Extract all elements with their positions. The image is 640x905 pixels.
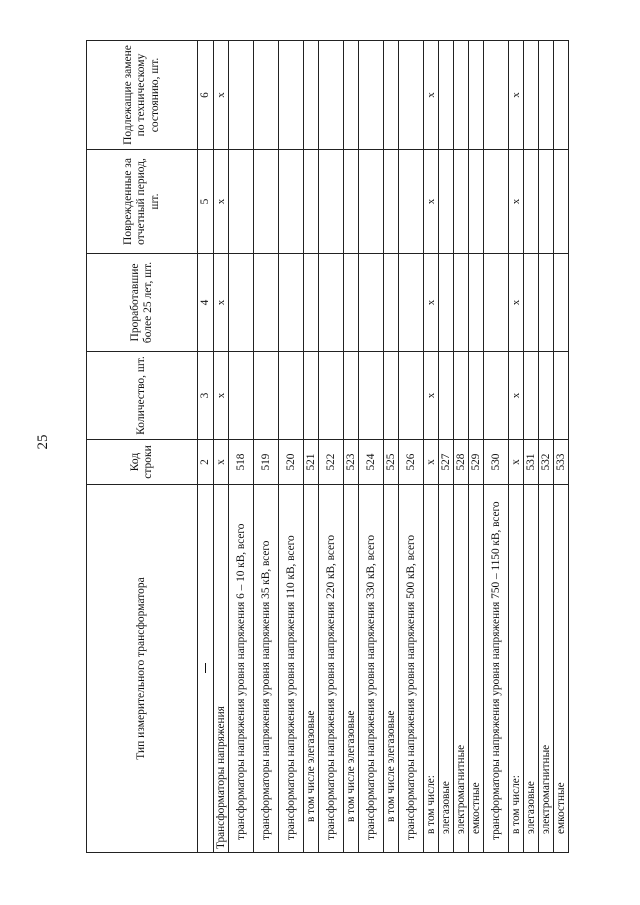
row-label: Трансформаторы напряжения <box>214 485 229 853</box>
row-to-replace <box>399 41 424 150</box>
row-label: емкостные <box>554 485 569 853</box>
column-number-5: 5 <box>198 150 214 254</box>
table-row <box>454 41 469 853</box>
table-row <box>384 41 399 853</box>
row-code: 527 <box>439 440 454 485</box>
page-number-container <box>28 432 58 452</box>
row-to-replace: х <box>509 41 524 150</box>
row-code: 528 <box>454 440 469 485</box>
row-code: 518 <box>229 440 254 485</box>
row-to-replace <box>344 41 359 150</box>
row-label: в том числе элегазовые <box>344 485 359 853</box>
row-code: 530 <box>484 440 509 485</box>
table-row <box>509 41 524 853</box>
row-to-replace <box>229 41 254 150</box>
header-to-replace: Подлежащие замене по техническому состоянию, шт. <box>87 41 198 150</box>
row-damaged: х <box>509 150 524 254</box>
row-over-25-years: х <box>424 254 439 352</box>
row-quantity <box>279 352 304 440</box>
row-over-25-years <box>319 254 344 352</box>
row-quantity <box>304 352 319 440</box>
row-over-25-years <box>384 254 399 352</box>
row-label: в том числе: <box>509 485 524 853</box>
row-to-replace <box>319 41 344 150</box>
row-damaged <box>344 150 359 254</box>
row-quantity <box>344 352 359 440</box>
row-over-25-years <box>344 254 359 352</box>
table-row <box>469 41 484 853</box>
table-row <box>524 41 539 853</box>
row-damaged <box>384 150 399 254</box>
row-quantity <box>484 352 509 440</box>
row-label: трансформаторы напряжения уровня напряжения 35 кВ, всего <box>254 485 279 853</box>
header-row <box>87 41 198 853</box>
page-number: 25 <box>35 434 51 450</box>
row-label: в том числе элегазовые <box>304 485 319 853</box>
row-over-25-years <box>524 254 539 352</box>
column-number-1 <box>198 485 214 853</box>
row-code: 520 <box>279 440 304 485</box>
row-code: х <box>214 440 229 485</box>
column-number-2: 2 <box>198 440 214 485</box>
row-damaged: х <box>214 150 229 254</box>
row-quantity: х <box>509 352 524 440</box>
row-label: элегазовые <box>439 485 454 853</box>
row-label: трансформаторы напряжения уровня напряжения 220 кВ, всего <box>319 485 344 853</box>
row-quantity <box>254 352 279 440</box>
row-damaged: х <box>424 150 439 254</box>
row-to-replace: х <box>424 41 439 150</box>
row-label: трансформаторы напряжения уровня напряжения 110 кВ, всего <box>279 485 304 853</box>
row-code: 529 <box>469 440 484 485</box>
row-damaged <box>399 150 424 254</box>
row-label: электромагнитные <box>539 485 554 853</box>
row-over-25-years <box>439 254 454 352</box>
column-number-6: 6 <box>198 41 214 150</box>
row-code: 531 <box>524 440 539 485</box>
row-over-25-years <box>279 254 304 352</box>
column-number-4: 4 <box>198 254 214 352</box>
row-to-replace <box>484 41 509 150</box>
row-to-replace <box>359 41 384 150</box>
row-label: элегазовые <box>524 485 539 853</box>
table-row <box>539 41 554 853</box>
row-to-replace <box>384 41 399 150</box>
table-row <box>424 41 439 853</box>
row-over-25-years <box>254 254 279 352</box>
row-code: 521 <box>304 440 319 485</box>
row-code: х <box>424 440 439 485</box>
row-over-25-years <box>399 254 424 352</box>
row-label: в том числе элегазовые <box>384 485 399 853</box>
row-damaged <box>439 150 454 254</box>
row-over-25-years <box>554 254 569 352</box>
dash-mark <box>205 664 206 674</box>
row-label: трансформаторы напряжения уровня напряжения 750 – 1150 кВ, всего <box>484 485 509 853</box>
row-damaged <box>539 150 554 254</box>
row-quantity <box>469 352 484 440</box>
row-damaged <box>359 150 384 254</box>
row-quantity <box>229 352 254 440</box>
row-label: трансформаторы напряжения уровня напряжения 330 кВ, всего <box>359 485 384 853</box>
row-label: в том числе: <box>424 485 439 853</box>
row-damaged <box>319 150 344 254</box>
row-to-replace <box>279 41 304 150</box>
row-code: 523 <box>344 440 359 485</box>
row-over-25-years: х <box>509 254 524 352</box>
row-damaged <box>229 150 254 254</box>
table-row <box>279 41 304 853</box>
row-quantity: х <box>214 352 229 440</box>
table-row <box>359 41 384 853</box>
table-row <box>229 41 254 853</box>
row-over-25-years: х <box>214 254 229 352</box>
row-quantity <box>384 352 399 440</box>
header-quantity: Количество, шт. <box>87 352 198 440</box>
row-quantity: х <box>424 352 439 440</box>
row-to-replace <box>469 41 484 150</box>
row-quantity <box>539 352 554 440</box>
column-number-row <box>198 41 214 853</box>
row-over-25-years <box>484 254 509 352</box>
row-over-25-years <box>454 254 469 352</box>
row-label: электромагнитные <box>454 485 469 853</box>
table-row <box>344 41 359 853</box>
rotated-table-container <box>86 41 567 853</box>
row-damaged <box>524 150 539 254</box>
header-code: Код строки <box>87 440 198 485</box>
row-over-25-years <box>359 254 384 352</box>
transformer-table <box>86 40 569 853</box>
row-code: 522 <box>319 440 344 485</box>
row-quantity <box>524 352 539 440</box>
table-row <box>439 41 454 853</box>
row-quantity <box>319 352 344 440</box>
row-over-25-years <box>229 254 254 352</box>
row-damaged <box>304 150 319 254</box>
row-label: трансформаторы напряжения уровня напряжения 6 – 10 кВ, всего <box>229 485 254 853</box>
row-to-replace <box>454 41 469 150</box>
row-damaged <box>279 150 304 254</box>
row-damaged <box>554 150 569 254</box>
row-code: 532 <box>539 440 554 485</box>
row-to-replace: х <box>214 41 229 150</box>
row-quantity <box>454 352 469 440</box>
row-code: 519 <box>254 440 279 485</box>
row-code: 533 <box>554 440 569 485</box>
row-to-replace <box>554 41 569 150</box>
row-damaged <box>254 150 279 254</box>
table-row <box>254 41 279 853</box>
table-body <box>214 41 569 853</box>
row-over-25-years <box>539 254 554 352</box>
header-damaged: Поврежденные за отчетный период, шт. <box>87 150 198 254</box>
row-to-replace <box>304 41 319 150</box>
table-row <box>484 41 509 853</box>
row-quantity <box>439 352 454 440</box>
column-number-3: 3 <box>198 352 214 440</box>
table-row <box>214 41 229 853</box>
row-label: емкостные <box>469 485 484 853</box>
row-quantity <box>399 352 424 440</box>
row-to-replace <box>254 41 279 150</box>
row-to-replace <box>524 41 539 150</box>
row-label: трансформаторы напряжения уровня напряжения 500 кВ, всего <box>399 485 424 853</box>
table-row <box>319 41 344 853</box>
row-over-25-years <box>304 254 319 352</box>
row-quantity <box>554 352 569 440</box>
row-to-replace <box>539 41 554 150</box>
table-row <box>399 41 424 853</box>
row-code: х <box>509 440 524 485</box>
header-over-25-years: Проработавшие более 25 лет, шт. <box>87 254 198 352</box>
table-row <box>304 41 319 853</box>
row-code: 525 <box>384 440 399 485</box>
row-to-replace <box>439 41 454 150</box>
row-over-25-years <box>469 254 484 352</box>
header-type: Тип измерительного трансформатора <box>87 485 198 853</box>
row-code: 526 <box>399 440 424 485</box>
row-code: 524 <box>359 440 384 485</box>
row-damaged <box>469 150 484 254</box>
row-quantity <box>359 352 384 440</box>
row-damaged <box>484 150 509 254</box>
table-row <box>554 41 569 853</box>
row-damaged <box>454 150 469 254</box>
